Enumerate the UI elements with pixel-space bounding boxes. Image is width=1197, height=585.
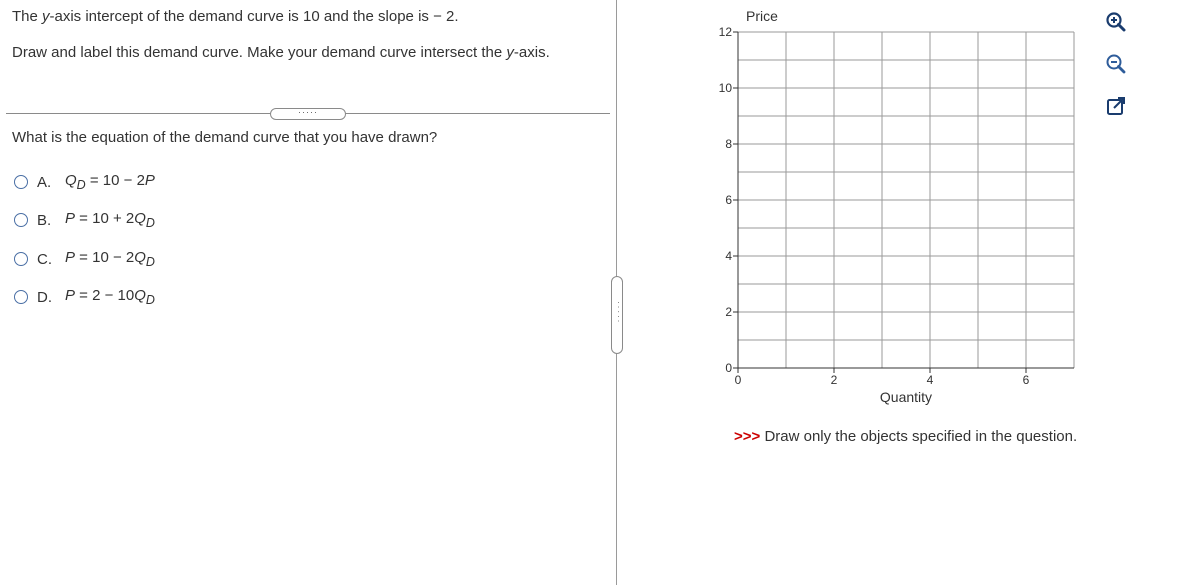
choice-b[interactable] [14,209,155,231]
question-text: Draw and label this demand curve. Make your demand curve intersect the [12,44,507,61]
question-text: -axis intercept of the demand curve is 10 and the slope is − 2. [49,8,459,25]
x-tick-label: 6 [1022,373,1030,387]
popout-button[interactable] [1104,94,1128,118]
question-text: -axis. [513,44,550,61]
choice-letter: D. [37,288,52,306]
radio-button[interactable] [14,290,28,304]
splitter-handle[interactable]: ····· [611,276,623,354]
choice-c[interactable] [14,248,155,270]
popout-icon [1105,95,1127,117]
x-tick-label: 2 [830,373,838,387]
y-tick-label: 2 [725,305,732,319]
radio-button[interactable] [14,213,28,227]
zoom-in-button[interactable] [1104,10,1128,34]
zoom-out-button[interactable] [1104,52,1128,76]
y-tick-label: 8 [725,137,732,151]
question-text: The [12,8,43,25]
divider-handle[interactable]: ····· [270,108,346,120]
x-tick-label: 0 [734,373,742,387]
radio-button[interactable] [14,175,28,189]
y-tick-label: 0 [725,361,732,375]
zoom-out-icon [1105,53,1127,75]
choice-letter: A. [37,173,52,191]
x-tick-label: 4 [926,373,934,387]
choice-letter: B. [37,211,52,229]
choice-equation: $P = 10 - 2Q_D$ [65,249,155,269]
y-tick-label: 4 [725,249,732,263]
choice-a[interactable] [14,171,155,193]
graph-canvas[interactable] [690,0,1120,460]
instruction-hint [734,428,1077,445]
choice-equation: $P = 2 - 10Q_D$ [65,287,155,307]
choice-equation: $Q_D = 10 - 2P$ [65,172,155,192]
choice-letter: C. [37,250,52,268]
y-tick-label: 6 [725,193,732,207]
choice-d[interactable] [14,286,155,308]
question-line-2 [12,44,550,61]
choice-equation: $P = 10 + 2Q_D$ [65,210,155,230]
x-axis-title: Quantity [879,389,933,405]
y-tick-label: 12 [718,25,732,39]
hint-text: Draw only the objects specified in the question. [760,428,1078,445]
radio-button[interactable] [14,252,28,266]
y-tick-label: 10 [718,81,732,95]
y-axis-title: Price [746,8,778,24]
question-italic-y: y [42,8,50,25]
equation-prompt: What is the equation of the demand curve that you have drawn? [12,129,438,146]
hint-chevrons: >>> [734,428,761,445]
question-italic-y: y [506,44,514,61]
zoom-in-icon [1105,11,1127,33]
question-line-1 [12,8,459,25]
